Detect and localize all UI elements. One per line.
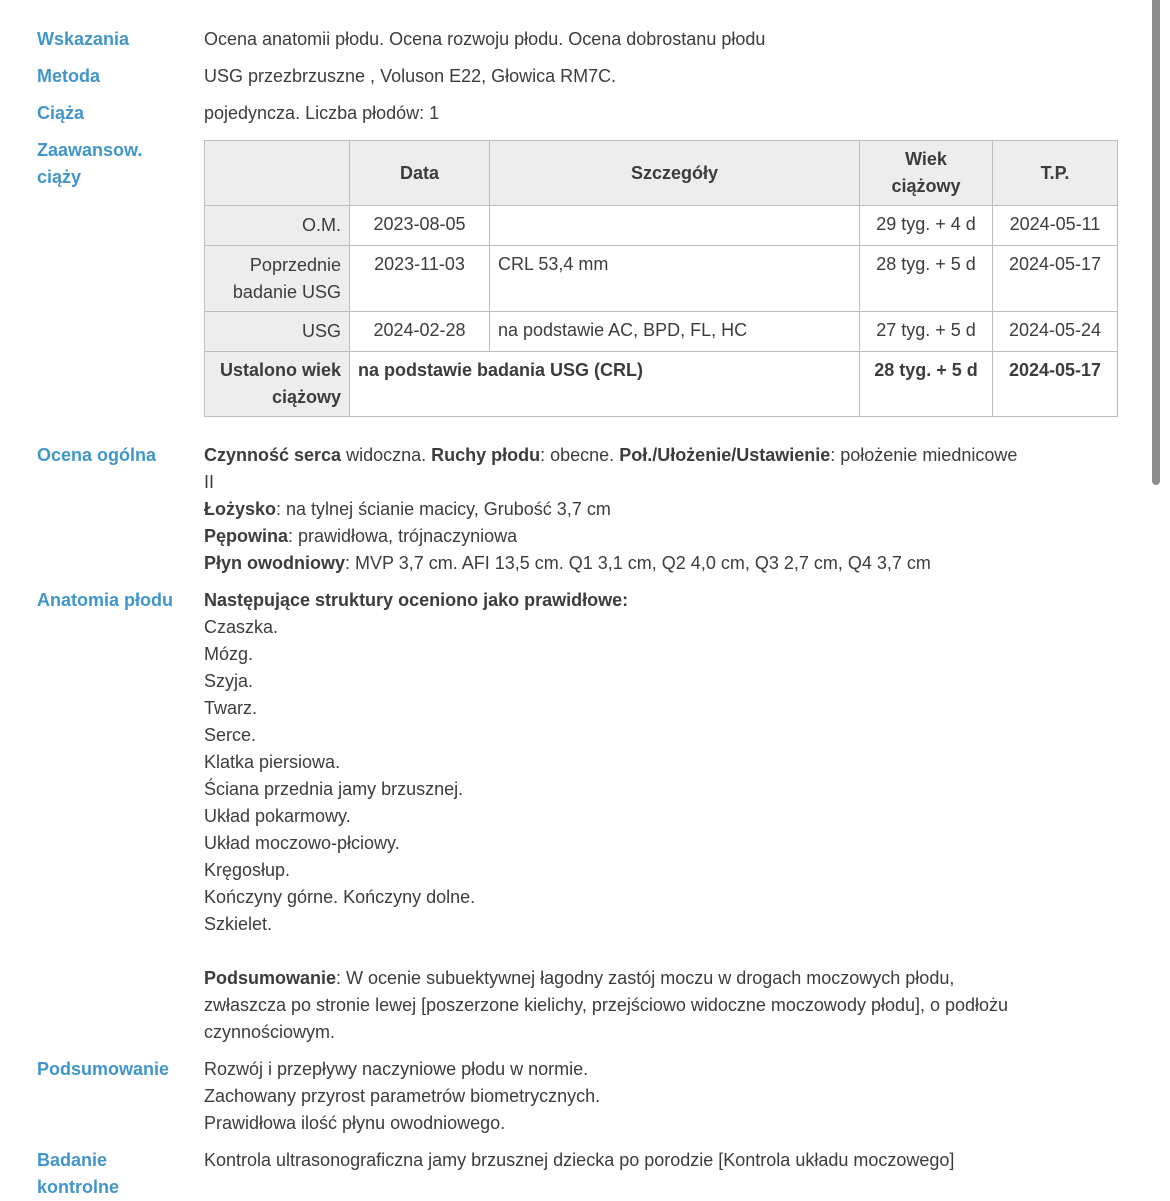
text-segment: Twarz.: [204, 698, 258, 718]
text-segment: Klatka piersiowa.: [204, 752, 341, 772]
text-segment: pojedyncza. Liczba płodów: 1: [204, 103, 440, 123]
scrollbar-thumb[interactable]: [1152, 0, 1160, 485]
section-zaawansowanie-ciazy: [37, 137, 1117, 432]
table-cell: 29 tyg. + 4 d: [860, 206, 993, 246]
bold-text-segment: Poł./Ułożenie/Ustawienie: [619, 445, 831, 465]
text-segment: czynnościowym.: [204, 1022, 336, 1042]
table-row-header-cell: Poprzednie badanie USG: [205, 246, 350, 312]
table-header-cell: [993, 141, 1118, 206]
text-line: [204, 614, 1117, 641]
text-segment: II: [204, 472, 215, 492]
text-segment: Szyja.: [204, 671, 254, 691]
section-label-zaawansowanie-ciazy: [37, 137, 204, 191]
text-line: [204, 722, 1117, 749]
text-line: [204, 992, 1117, 1019]
text-line: [204, 884, 1117, 911]
text-line: [204, 523, 1117, 550]
text-line: [204, 1110, 1117, 1137]
section-label-line: Wskazania: [37, 29, 130, 49]
section-label-line: Ciąża: [37, 103, 85, 123]
table-cell: 27 tyg. + 5 d: [860, 312, 993, 352]
text-line: [204, 911, 1117, 938]
section-content-ciaza: [204, 100, 1117, 127]
table-cell: 2024-05-24: [993, 312, 1118, 352]
table-header-cell: [350, 141, 490, 206]
text-segment: Ocena anatomii płodu. Ocena rozwoju płodu. Ocena dobrostanu płodu: [204, 29, 766, 49]
table-cell: 2023-11-03: [350, 246, 490, 312]
text-line: [204, 1056, 1117, 1083]
table-row: [205, 206, 1118, 246]
bold-text-segment: Pępowina: [204, 526, 289, 546]
text-segment: Kontrola ultrasonograficzna jamy brzusznej dziecka po porodzie [Kontrola układu moczowego]: [204, 1150, 955, 1170]
section-ocena-ogolna: [37, 442, 1117, 577]
table-cell: na podstawie AC, BPD, FL, HC: [490, 312, 860, 352]
text-segment: Ściana przednia jamy brzusznej.: [204, 779, 464, 799]
text-segment: Czaszka.: [204, 617, 279, 637]
table-cell: 2023-08-05: [350, 206, 490, 246]
text-line: [204, 63, 1117, 90]
text-segment: Kończyny górne. Kończyny dolne.: [204, 887, 476, 907]
table-header-cell: [205, 141, 350, 206]
table-header-text: T.P.: [1040, 162, 1070, 183]
section-podsumowanie: [37, 1056, 1117, 1137]
section-label-anatomia-plodu: [37, 587, 204, 614]
text-segment: Układ moczowo-płciowy.: [204, 833, 400, 853]
text-line: [204, 857, 1117, 884]
table-header-row: [205, 141, 1118, 206]
text-segment: : na tylnej ścianie macicy, Grubość 3,7 cm: [276, 499, 611, 519]
text-segment: USG przezbrzuszne , Voluson E22, Głowica RM7C.: [204, 66, 617, 86]
text-line: [204, 587, 1117, 614]
bold-text-segment: Ruchy płodu: [431, 445, 541, 465]
gestational-age-table: [204, 140, 1118, 417]
report-sections: [37, 26, 1117, 1201]
text-segment: : prawidłowa, trójnaczyniowa: [288, 526, 518, 546]
section-label-line: Metoda: [37, 66, 100, 86]
section-content-badanie-kontrolne: [204, 1147, 1117, 1174]
section-wskazania: [37, 26, 1117, 53]
text-segment: Serce.: [204, 725, 257, 745]
section-anatomia-plodu: [37, 587, 1117, 1046]
text-line: [204, 965, 1117, 992]
table-cell: CRL 53,4 mm: [490, 246, 860, 312]
text-line: [204, 749, 1117, 776]
text-line: [204, 1147, 1117, 1174]
section-content-metoda: [204, 63, 1117, 90]
text-line: [204, 776, 1117, 803]
section-ciaza: [37, 100, 1117, 127]
bold-text-segment: Płyn owodniowy: [204, 553, 346, 573]
table-cell: 28 tyg. + 5 d: [860, 246, 993, 312]
section-label-line: kontrolne: [37, 1177, 120, 1197]
table-cell: 2024-02-28: [350, 312, 490, 352]
table-row-header-cell: O.M.: [205, 206, 350, 246]
text-segment: zwłaszcza po stronie lewej [poszerzone kielichy, przejściowo widoczne moczowody płodu], o podłożu: [204, 995, 1009, 1015]
text-line: [204, 830, 1117, 857]
text-segment: : W ocenie subuektywnej łagodny zastój moczu w drogach moczowych płodu,: [336, 968, 955, 988]
section-label-metoda: [37, 63, 204, 90]
table-row: [205, 312, 1118, 352]
text-line: [204, 938, 1117, 965]
table-header-text: ciążowy: [891, 176, 961, 196]
table-cell: 2024-05-11: [993, 206, 1118, 246]
text-line: [204, 803, 1117, 830]
text-segment: Zachowany przyrost parametrów biometrycznych.: [204, 1086, 601, 1106]
text-line: [204, 641, 1117, 668]
text-line: [204, 442, 1117, 469]
section-label-line: Anatomia płodu: [37, 590, 173, 610]
section-content-wskazania: [204, 26, 1117, 53]
text-line: [204, 469, 1117, 496]
section-label-line: Zaawansow.: [37, 140, 143, 160]
section-label-line: Podsumowanie: [37, 1059, 170, 1079]
bold-text-segment: Łożysko: [204, 499, 277, 519]
table-row-header-cell: USG: [205, 312, 350, 352]
text-segment: : obecne.: [540, 445, 620, 465]
section-label-ciaza: [37, 100, 204, 127]
section-label-ocena-ogolna: [37, 442, 204, 469]
bold-text-segment: Następujące struktury oceniono jako prawidłowe:: [204, 590, 629, 610]
section-metoda: [37, 63, 1117, 90]
text-segment: Rozwój i przepływy naczyniowe płodu w normie.: [204, 1059, 589, 1079]
text-line: [204, 695, 1117, 722]
table-header-text: Data: [399, 162, 439, 183]
section-content-ocena-ogolna: [204, 442, 1117, 577]
text-line: [204, 496, 1117, 523]
text-segment: Prawidłowa ilość płynu owodniowego.: [204, 1113, 506, 1133]
text-segment: : położenie miednicowe: [830, 445, 1018, 465]
table-cell: [490, 206, 860, 246]
table-row-header-cell: Ustalono wiek ciążowy: [205, 352, 350, 417]
section-label-badanie-kontrolne: [37, 1147, 204, 1201]
table-cell: 28 tyg. + 5 d: [860, 352, 993, 417]
bold-text-segment: Czynność serca: [204, 445, 342, 465]
text-segment: Szkielet.: [204, 914, 273, 934]
section-label-line: ciąży: [37, 167, 82, 187]
section-content-podsumowanie: [204, 1056, 1117, 1137]
text-line: [204, 668, 1117, 695]
section-content-zaawansowanie-ciazy: [204, 137, 1117, 432]
table-cell: 2024-05-17: [993, 352, 1118, 417]
section-label-line: Badanie: [37, 1150, 108, 1170]
bold-text-segment: Podsumowanie: [204, 968, 337, 988]
text-segment: : MVP 3,7 cm. AFI 13,5 cm. Q1 3,1 cm, Q2 4,0 cm, Q3 2,7 cm, Q4 3,7 cm: [345, 553, 931, 573]
section-content-anatomia-plodu: [204, 587, 1117, 1046]
table-header-text: Szczegóły: [630, 162, 719, 183]
table-header-text: Wiek: [905, 149, 947, 169]
table-row: [205, 246, 1118, 312]
text-line: [204, 1083, 1117, 1110]
table-row: [205, 352, 1118, 417]
table-cell: 2024-05-17: [993, 246, 1118, 312]
text-segment: Układ pokarmowy.: [204, 806, 351, 826]
table-header-cell: [490, 141, 860, 206]
table-header-cell: [860, 141, 993, 206]
text-line: [204, 100, 1117, 127]
section-label-line: Ocena ogólna: [37, 445, 157, 465]
table-cell: na podstawie badania USG (CRL): [350, 352, 860, 417]
section-badanie-kontrolne: [37, 1147, 1117, 1201]
text-segment: Mózg.: [204, 644, 254, 664]
text-segment: Kręgosłup.: [204, 860, 291, 880]
section-label-podsumowanie: [37, 1056, 204, 1083]
text-segment: widoczna.: [341, 445, 432, 465]
text-line: [204, 26, 1117, 53]
text-line: [204, 1019, 1117, 1046]
text-line: [204, 550, 1117, 577]
section-label-wskazania: [37, 26, 204, 53]
